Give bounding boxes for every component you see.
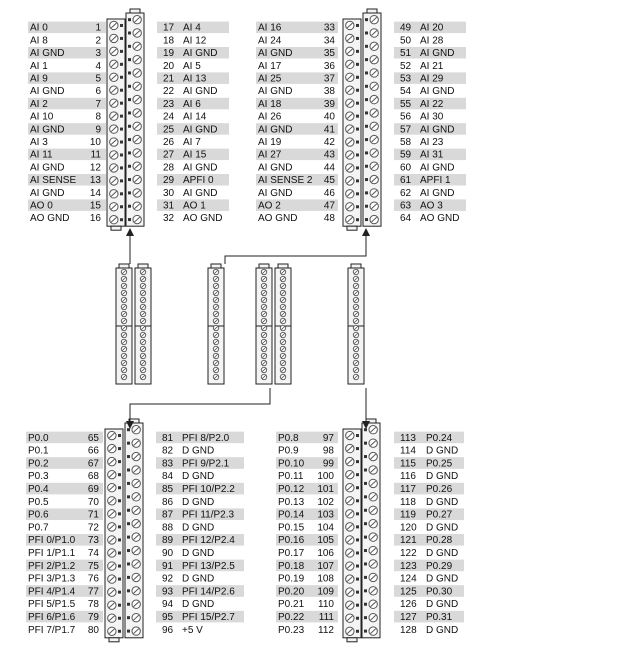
signal-label: P0.16 bbox=[278, 535, 305, 547]
pin-number: 82 bbox=[162, 445, 174, 457]
signal-label: P0.26 bbox=[426, 484, 453, 495]
pin-number: 114 bbox=[400, 445, 416, 457]
signal-label: AI GND bbox=[183, 48, 218, 60]
signal-label: AI 0 bbox=[30, 22, 48, 34]
signal-label: AI 14 bbox=[183, 111, 207, 123]
signal-label: PFI 11/P2.3 bbox=[182, 509, 235, 521]
signal-label: AI 29 bbox=[420, 73, 444, 85]
signal-label: AI GND bbox=[30, 48, 65, 60]
pin-number: 90 bbox=[162, 548, 174, 559]
pin-number: 106 bbox=[317, 548, 334, 559]
signal-label: AI 27 bbox=[258, 149, 282, 161]
signal-label: AI 23 bbox=[420, 137, 444, 148]
signal-label: PFI 3/P1.3 bbox=[28, 573, 76, 585]
signal-label: P0.1 bbox=[28, 445, 49, 457]
signal-label: P0.21 bbox=[278, 599, 305, 611]
connector-1 bbox=[256, 9, 466, 230]
signal-label: D GND bbox=[182, 522, 215, 534]
pin-number: 62 bbox=[400, 187, 412, 199]
pin-number: 116 bbox=[400, 471, 416, 483]
pin-number: 128 bbox=[400, 624, 417, 636]
pin-number: 10 bbox=[89, 137, 101, 148]
signal-label: D GND bbox=[426, 471, 459, 483]
pin-number: 28 bbox=[163, 162, 175, 174]
pin-number: 125 bbox=[400, 586, 417, 598]
pin-number: 83 bbox=[162, 458, 174, 470]
signal-label: P0.5 bbox=[28, 496, 49, 508]
signal-label: PFI 10/P2.2 bbox=[182, 484, 235, 495]
pin-number: 51 bbox=[400, 48, 412, 60]
terminal-block-left bbox=[343, 429, 361, 638]
signal-label: P0.23 bbox=[278, 624, 305, 636]
pin-number: 120 bbox=[400, 522, 417, 534]
pin-number: 97 bbox=[322, 432, 334, 444]
connectors-layer bbox=[26, 9, 466, 642]
pin-number: 34 bbox=[323, 35, 335, 47]
signal-label: AO GND bbox=[30, 213, 70, 225]
signal-label: PFI 5/P1.5 bbox=[28, 599, 76, 611]
pin-number: 70 bbox=[87, 496, 99, 508]
signal-label: AI GND bbox=[183, 124, 218, 136]
pin-number: 18 bbox=[163, 35, 175, 47]
signal-label: AI 22 bbox=[420, 98, 444, 110]
signal-label: AO GND bbox=[420, 213, 460, 225]
signal-label: AI GND bbox=[420, 124, 455, 136]
signal-label: D GND bbox=[426, 599, 459, 611]
pin-number: 61 bbox=[400, 175, 412, 187]
terminal-module-4 bbox=[348, 264, 364, 384]
terminal-module-1 bbox=[116, 264, 151, 384]
pin-number: 103 bbox=[317, 509, 334, 521]
pin-number: 69 bbox=[87, 484, 99, 495]
connector-3 bbox=[276, 419, 464, 642]
signal-label: P0.30 bbox=[426, 586, 453, 598]
pin-number: 66 bbox=[87, 445, 99, 457]
signal-label: AI GND bbox=[420, 187, 455, 199]
signal-label: AI 15 bbox=[183, 149, 207, 161]
pin-number: 23 bbox=[163, 98, 175, 110]
pin-number: 75 bbox=[87, 560, 99, 572]
signal-label: P0.0 bbox=[28, 432, 49, 444]
signal-label: AI GND bbox=[420, 48, 455, 60]
signal-label: AO 3 bbox=[420, 200, 443, 212]
terminal-block-left bbox=[105, 429, 123, 638]
pin-number: 48 bbox=[323, 213, 335, 225]
pin-number: 12 bbox=[89, 162, 101, 174]
signal-label: P0.14 bbox=[278, 509, 305, 521]
pin-number: 110 bbox=[318, 599, 334, 611]
signal-label: AI GND bbox=[258, 162, 293, 174]
pin-number: 25 bbox=[163, 124, 175, 136]
signal-label: AI 26 bbox=[258, 111, 282, 123]
pin-number: 55 bbox=[400, 98, 412, 110]
pin-number: 60 bbox=[400, 162, 412, 174]
signal-label: PFI 15/P2.7 bbox=[182, 612, 235, 623]
signal-label: AI 16 bbox=[258, 22, 282, 34]
pin-number: 20 bbox=[163, 60, 175, 72]
signal-label: +5 V bbox=[182, 624, 203, 636]
signal-label: P0.27 bbox=[426, 509, 453, 521]
pin-number: 68 bbox=[87, 471, 99, 483]
signal-label: P0.28 bbox=[426, 535, 453, 547]
pin-number: 43 bbox=[323, 149, 335, 161]
pin-number: 85 bbox=[162, 484, 174, 495]
pin-number: 30 bbox=[163, 187, 175, 199]
signal-label: P0.3 bbox=[28, 471, 49, 483]
signal-label: P0.25 bbox=[426, 458, 453, 470]
connector-2 bbox=[26, 419, 244, 642]
signal-label: AI GND bbox=[420, 162, 455, 174]
pin-number: 46 bbox=[323, 187, 335, 199]
signal-label: AI GND bbox=[30, 124, 65, 136]
pin-number: 22 bbox=[163, 86, 175, 98]
signal-label: PFI 9/P2.1 bbox=[182, 458, 230, 470]
pin-number: 31 bbox=[163, 200, 175, 212]
signal-label: AI 18 bbox=[258, 98, 282, 110]
pin-number: 84 bbox=[162, 471, 174, 483]
signal-label: AI 21 bbox=[420, 60, 444, 72]
signal-label: PFI 12/P2.4 bbox=[182, 535, 235, 547]
terminal-module-2 bbox=[208, 264, 224, 384]
pin-number: 59 bbox=[400, 149, 412, 161]
pin-number: 5 bbox=[95, 73, 101, 85]
pin-number: 87 bbox=[162, 509, 174, 521]
signal-label: AI 25 bbox=[258, 73, 282, 85]
pin-number: 9 bbox=[95, 124, 101, 136]
pin-number: 113 bbox=[400, 432, 416, 444]
pin-number: 39 bbox=[323, 98, 335, 110]
pin-number: 1 bbox=[95, 22, 101, 34]
signal-label: D GND bbox=[182, 573, 215, 585]
signal-label: AI GND bbox=[183, 162, 218, 174]
signal-label: AO 0 bbox=[30, 200, 53, 212]
signal-label: P0.20 bbox=[278, 586, 305, 598]
signal-label: PFI 4/P1.4 bbox=[28, 586, 76, 598]
signal-label: AI GND bbox=[30, 86, 65, 98]
pin-number: 111 bbox=[318, 612, 334, 623]
signal-label: AI SENSE bbox=[30, 175, 77, 187]
pin-number: 44 bbox=[323, 162, 335, 174]
signal-label: D GND bbox=[182, 445, 215, 457]
pin-number: 26 bbox=[163, 137, 175, 148]
signal-label: D GND bbox=[426, 445, 459, 457]
pin-number: 14 bbox=[89, 187, 101, 199]
pin-number: 42 bbox=[323, 137, 335, 148]
pin-number: 40 bbox=[323, 111, 335, 123]
pin-number: 47 bbox=[323, 200, 335, 212]
arrow-to-connector-1 bbox=[225, 232, 366, 264]
signal-label: P0.19 bbox=[278, 573, 305, 585]
signal-label: P0.4 bbox=[28, 484, 49, 495]
pin-number: 57 bbox=[400, 124, 412, 136]
pin-number: 15 bbox=[89, 200, 101, 212]
signal-label: AI GND bbox=[258, 187, 293, 199]
signal-label: AI 28 bbox=[420, 35, 444, 47]
terminal-block-right bbox=[362, 423, 380, 638]
pin-number: 38 bbox=[323, 86, 335, 98]
pin-number: 108 bbox=[317, 573, 334, 585]
pin-number: 100 bbox=[317, 471, 334, 483]
terminal-block-right bbox=[125, 423, 143, 638]
signal-label: P0.13 bbox=[278, 496, 305, 508]
signal-label: PFI 13/P2.5 bbox=[182, 560, 235, 572]
pin-number: 93 bbox=[162, 586, 174, 598]
signal-label: AI 5 bbox=[183, 60, 201, 72]
signal-label: AI 2 bbox=[30, 98, 48, 110]
signal-label: P0.8 bbox=[278, 432, 299, 444]
signal-label: AO GND bbox=[258, 213, 298, 225]
signal-label: D GND bbox=[182, 599, 215, 611]
signal-label: AI 4 bbox=[183, 22, 201, 34]
pin-number: 8 bbox=[95, 111, 101, 123]
connector-0 bbox=[28, 9, 229, 230]
terminal-module-3 bbox=[256, 264, 291, 384]
pin-number: 36 bbox=[323, 60, 335, 72]
signal-label: D GND bbox=[426, 496, 459, 508]
pin-number: 89 bbox=[162, 535, 174, 547]
signal-label: P0.2 bbox=[28, 458, 49, 470]
signal-label: P0.18 bbox=[278, 560, 305, 572]
signal-label: AI GND bbox=[258, 86, 293, 98]
signal-label: P0.15 bbox=[278, 522, 305, 534]
pin-number: 73 bbox=[87, 535, 99, 547]
signal-label: PFI 2/P1.2 bbox=[28, 560, 76, 572]
signal-label: AI 31 bbox=[420, 149, 444, 161]
terminal-modules bbox=[116, 264, 364, 384]
pin-number: 27 bbox=[163, 149, 175, 161]
pin-number: 74 bbox=[87, 548, 99, 559]
signal-label: AI 24 bbox=[258, 35, 282, 47]
signal-label: PFI 0/P1.0 bbox=[28, 535, 76, 547]
signal-label: AI 30 bbox=[420, 111, 444, 123]
pin-number: 41 bbox=[323, 124, 335, 136]
signal-label: AO 1 bbox=[183, 200, 206, 212]
pin-number: 3 bbox=[95, 48, 101, 60]
pin-number: 117 bbox=[400, 484, 416, 495]
signal-label: P0.29 bbox=[426, 560, 453, 572]
signal-label: P0.7 bbox=[28, 522, 49, 534]
pin-number: 52 bbox=[400, 60, 412, 72]
pin-number: 96 bbox=[162, 624, 174, 636]
signal-label: P0.22 bbox=[278, 612, 305, 623]
pin-number: 115 bbox=[400, 458, 416, 470]
pin-number: 107 bbox=[317, 560, 334, 572]
signal-label: AI GND bbox=[183, 187, 218, 199]
pin-number: 80 bbox=[87, 624, 99, 636]
signal-label: AI 20 bbox=[420, 22, 444, 34]
pin-number: 21 bbox=[163, 73, 175, 85]
pin-number: 118 bbox=[400, 496, 416, 508]
signal-label: APFI 0 bbox=[183, 175, 214, 187]
signal-label: AI GND bbox=[30, 187, 65, 199]
signal-label: D GND bbox=[426, 522, 459, 534]
signal-label: P0.31 bbox=[426, 612, 453, 623]
pin-number: 11 bbox=[90, 149, 101, 161]
signal-label: P0.10 bbox=[278, 458, 305, 470]
terminal-block-left bbox=[107, 19, 125, 226]
signal-label: P0.9 bbox=[278, 445, 299, 457]
connection-arrows bbox=[130, 232, 366, 425]
signal-label: D GND bbox=[182, 471, 215, 483]
pin-number: 105 bbox=[317, 535, 334, 547]
pin-number: 45 bbox=[323, 175, 335, 187]
pin-number: 56 bbox=[400, 111, 412, 123]
pin-number: 112 bbox=[318, 624, 334, 636]
signal-label: AI 10 bbox=[30, 111, 54, 123]
signal-label: AI 13 bbox=[183, 73, 207, 85]
pin-number: 2 bbox=[95, 35, 101, 47]
pin-number: 127 bbox=[400, 612, 417, 623]
signal-label: D GND bbox=[426, 573, 459, 585]
pin-number: 81 bbox=[162, 432, 174, 444]
pin-number: 13 bbox=[89, 175, 101, 187]
pin-number: 79 bbox=[87, 612, 99, 623]
pin-number: 104 bbox=[317, 522, 334, 534]
pin-number: 63 bbox=[400, 200, 412, 212]
pin-number: 109 bbox=[317, 586, 334, 598]
signal-label: AI 17 bbox=[258, 60, 282, 72]
pin-number: 98 bbox=[322, 445, 334, 457]
pin-number: 65 bbox=[87, 432, 99, 444]
pin-number: 37 bbox=[323, 73, 335, 85]
pin-number: 126 bbox=[400, 599, 417, 611]
signal-label: AI 6 bbox=[183, 98, 201, 110]
pin-number: 95 bbox=[162, 612, 174, 623]
arrow-to-connector-2 bbox=[130, 388, 270, 425]
pin-number: 71 bbox=[87, 509, 99, 521]
signal-label: AI 19 bbox=[258, 137, 282, 148]
pin-number: 124 bbox=[400, 573, 417, 585]
signal-label: AO 2 bbox=[258, 200, 281, 212]
pin-number: 33 bbox=[323, 22, 335, 34]
pin-number: 78 bbox=[87, 599, 99, 611]
terminal-block-right bbox=[126, 13, 144, 226]
pin-number: 101 bbox=[317, 484, 334, 495]
signal-label: APFI 1 bbox=[420, 175, 451, 187]
signal-label: D GND bbox=[426, 548, 459, 559]
pin-number: 94 bbox=[162, 599, 174, 611]
signal-label: AI GND bbox=[258, 48, 293, 60]
pin-number: 7 bbox=[95, 98, 101, 110]
signal-label: AI GND bbox=[258, 124, 293, 136]
pin-number: 99 bbox=[322, 458, 334, 470]
pin-number: 24 bbox=[163, 111, 175, 123]
pin-number: 64 bbox=[400, 213, 412, 225]
pin-number: 4 bbox=[95, 60, 101, 72]
signal-label: AI GND bbox=[183, 86, 218, 98]
signal-label: AI 9 bbox=[30, 73, 48, 85]
signal-label: AI 8 bbox=[30, 35, 48, 47]
signal-label: D GND bbox=[182, 548, 215, 559]
pin-number: 6 bbox=[95, 86, 101, 98]
pin-number: 54 bbox=[400, 86, 412, 98]
signal-label: AI GND bbox=[420, 86, 455, 98]
signal-label: PFI 6/P1.6 bbox=[28, 612, 76, 623]
signal-label: P0.11 bbox=[278, 471, 304, 483]
pin-number: 32 bbox=[163, 213, 175, 225]
signal-label: AO GND bbox=[183, 213, 223, 225]
signal-label: AI 1 bbox=[30, 60, 48, 72]
pin-number: 122 bbox=[400, 548, 417, 559]
pin-number: 91 bbox=[162, 560, 174, 572]
signal-label: P0.12 bbox=[278, 484, 305, 495]
signal-label: P0.6 bbox=[28, 509, 49, 521]
pin-number: 77 bbox=[87, 586, 99, 598]
signal-label: D GND bbox=[182, 496, 215, 508]
signal-label: AI 11 bbox=[30, 149, 53, 161]
pin-number: 19 bbox=[163, 48, 175, 60]
pin-number: 67 bbox=[87, 458, 99, 470]
pin-number: 50 bbox=[400, 35, 412, 47]
pin-number: 58 bbox=[400, 137, 412, 148]
signal-label: AI 7 bbox=[183, 137, 201, 148]
pin-number: 16 bbox=[89, 213, 101, 225]
signal-label: AI GND bbox=[30, 162, 65, 174]
signal-label: PFI 1/P1.1 bbox=[28, 548, 76, 559]
signal-label: PFI 8/P2.0 bbox=[182, 432, 230, 444]
terminal-block-left bbox=[343, 19, 361, 226]
pin-number: 29 bbox=[163, 175, 175, 187]
pin-number: 123 bbox=[400, 560, 417, 572]
pin-number: 72 bbox=[87, 522, 99, 534]
signal-label: AI 12 bbox=[183, 35, 207, 47]
pin-number: 102 bbox=[317, 496, 334, 508]
pin-number: 86 bbox=[162, 496, 174, 508]
signal-label: D GND bbox=[426, 624, 459, 636]
terminal-block-right bbox=[363, 13, 381, 226]
pin-number: 121 bbox=[400, 535, 417, 547]
signal-label: P0.17 bbox=[278, 548, 305, 559]
pin-number: 35 bbox=[323, 48, 335, 60]
pin-number: 49 bbox=[400, 22, 412, 34]
signal-label: PFI 7/P1.7 bbox=[28, 624, 76, 636]
pin-number: 88 bbox=[162, 522, 174, 534]
pin-number: 53 bbox=[400, 73, 412, 85]
signal-label: AI 3 bbox=[30, 137, 48, 148]
pin-number: 92 bbox=[162, 573, 174, 585]
signal-label: PFI 14/P2.6 bbox=[182, 586, 235, 598]
pin-number: 119 bbox=[400, 509, 416, 521]
pin-number: 17 bbox=[163, 22, 175, 34]
pin-number: 76 bbox=[87, 573, 99, 585]
signal-label: AI SENSE 2 bbox=[258, 175, 313, 187]
signal-label: P0.24 bbox=[426, 432, 453, 444]
